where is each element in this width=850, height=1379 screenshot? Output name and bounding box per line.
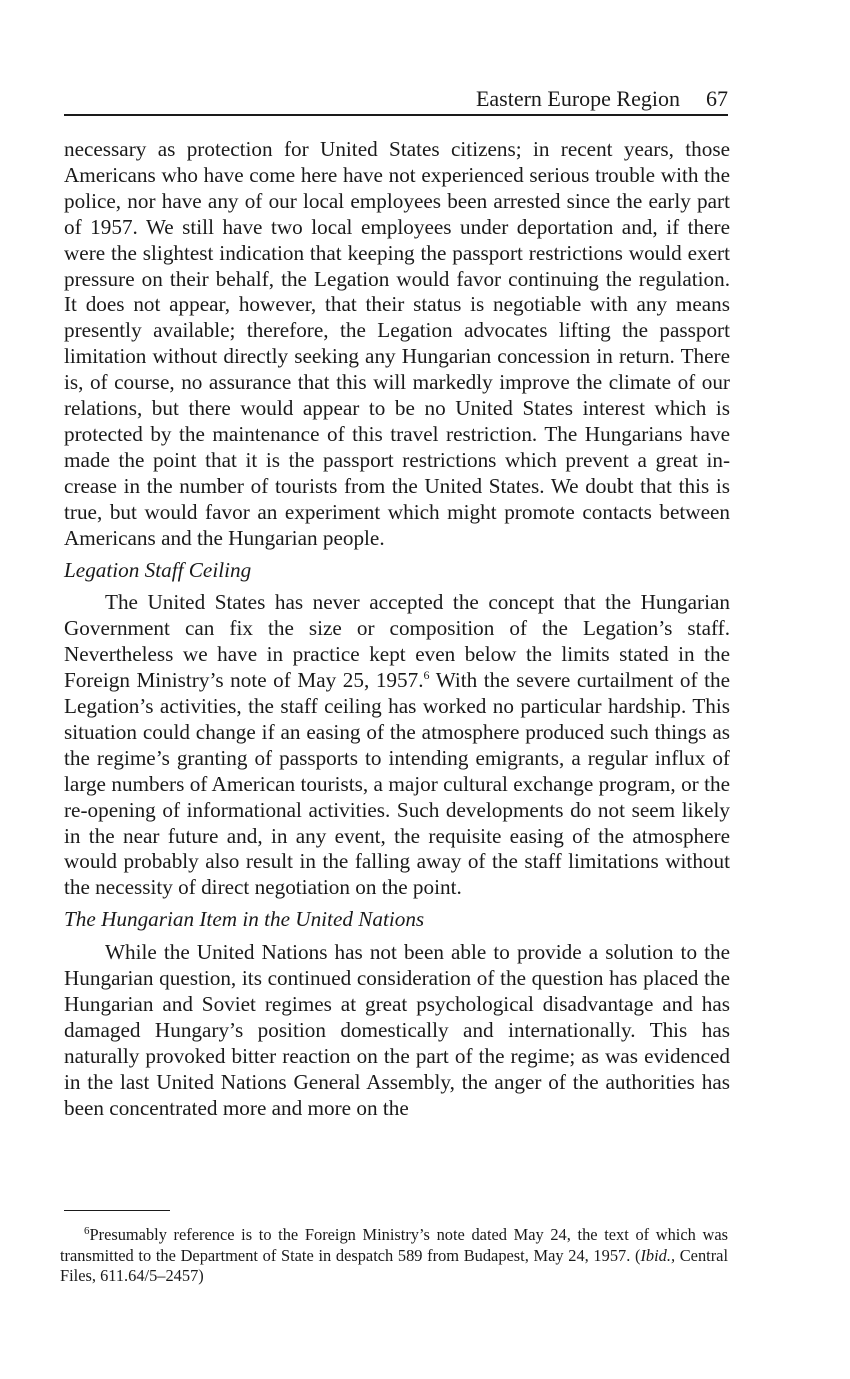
- page-number: 67: [706, 86, 728, 111]
- paragraph-text: The United States has never accepted the concept that the Hungarian Government can fix the size or composition of the Legation’s staff. Nevertheless we have in practice kept even below the limits stated in the Foreign Ministry’s note of May 25, 1957.: [64, 590, 730, 693]
- section-heading-legation-staff-ceiling: Legation Staff Ceiling: [64, 557, 252, 582]
- footnote-reference: 6: [423, 668, 430, 683]
- footnote: [60, 1225, 728, 1287]
- running-head: [64, 84, 728, 116]
- paragraph-legation-staff-ceiling: [64, 590, 730, 901]
- footnote-text: Central Files, 611.64/5–2457): [60, 1245, 728, 1285]
- paragraph-text: With the severe curtailment of the Legation’s activities, the staff ceiling has worked no particular hardship. This situation could change if an easing of the atmosphere produced such things as the regime’s granting of passports to intending emigrants, a regular influx of large numbers of American tourists, a major cultural exchange program, or the re-opening of informational activities. Such developments do not seem likely in the near future and, in any event, the requisite easing of the atmosphere would probably also result in the falling away of the staff limitations without the necessity of direct negotiation on the point.: [64, 668, 731, 900]
- paragraph-continued: necessary as protection for United States citizens; in recent years, those Americans who have come here have not experienced serious trouble with the police, nor have any of our local employees been arrested since the early part of 1957. We still have two local employees under deportation and, if there were the slightest indication that keeping the passport restrictions would exert pressure on their behalf, the Legation would favor continuing the regulation. It does not appear, however, that their status is negotiable with any means presently available; therefore, the Legation advocates lifting the passport limitation without directly seeking any Hungarian concession in return. There is, of course, no assurance that this will markedly improve the climate of our relations, but there would appear to be no United States interest which is protected by the maintenance of this travel restriction. The Hungarians have made the point that it is the passport restrictions which prevent a great increase in the number of tourists from the United States. We doubt that this is true, but would favor an experiment which might promote contacts between Americans and the Hungarian people.: [64, 137, 730, 550]
- running-head-title: Eastern Europe Region: [475, 86, 680, 111]
- paragraph-hungarian-item: While the United Nations has not been able to provide a solution to the Hungarian question, its continued consideration of the question has placed the Hungarian and Soviet regimes at great psychological disadvantage and has damaged Hungary’s position domestically and internationally. This has naturally provoked bitter reaction on the part of the regime; as was evidenced in the last United Nations General Assembly, the anger of the authorities has been concentrated more and more on the: [64, 940, 730, 1120]
- section-heading-hungarian-item: The Hungarian Item in the United Nations: [64, 907, 425, 932]
- footnote-rule: [64, 1210, 170, 1211]
- body-text: [64, 137, 730, 1122]
- footnote-marker: 6: [84, 1225, 90, 1237]
- footnote-ibid: Ibid.,: [640, 1245, 676, 1265]
- footnote-text: Presumably reference is to the Foreign Ministry’s note dated May 24, the text of which was transmitted to the Department of State in despatch 589 from Budapest, May 24, 1957. (: [60, 1225, 728, 1265]
